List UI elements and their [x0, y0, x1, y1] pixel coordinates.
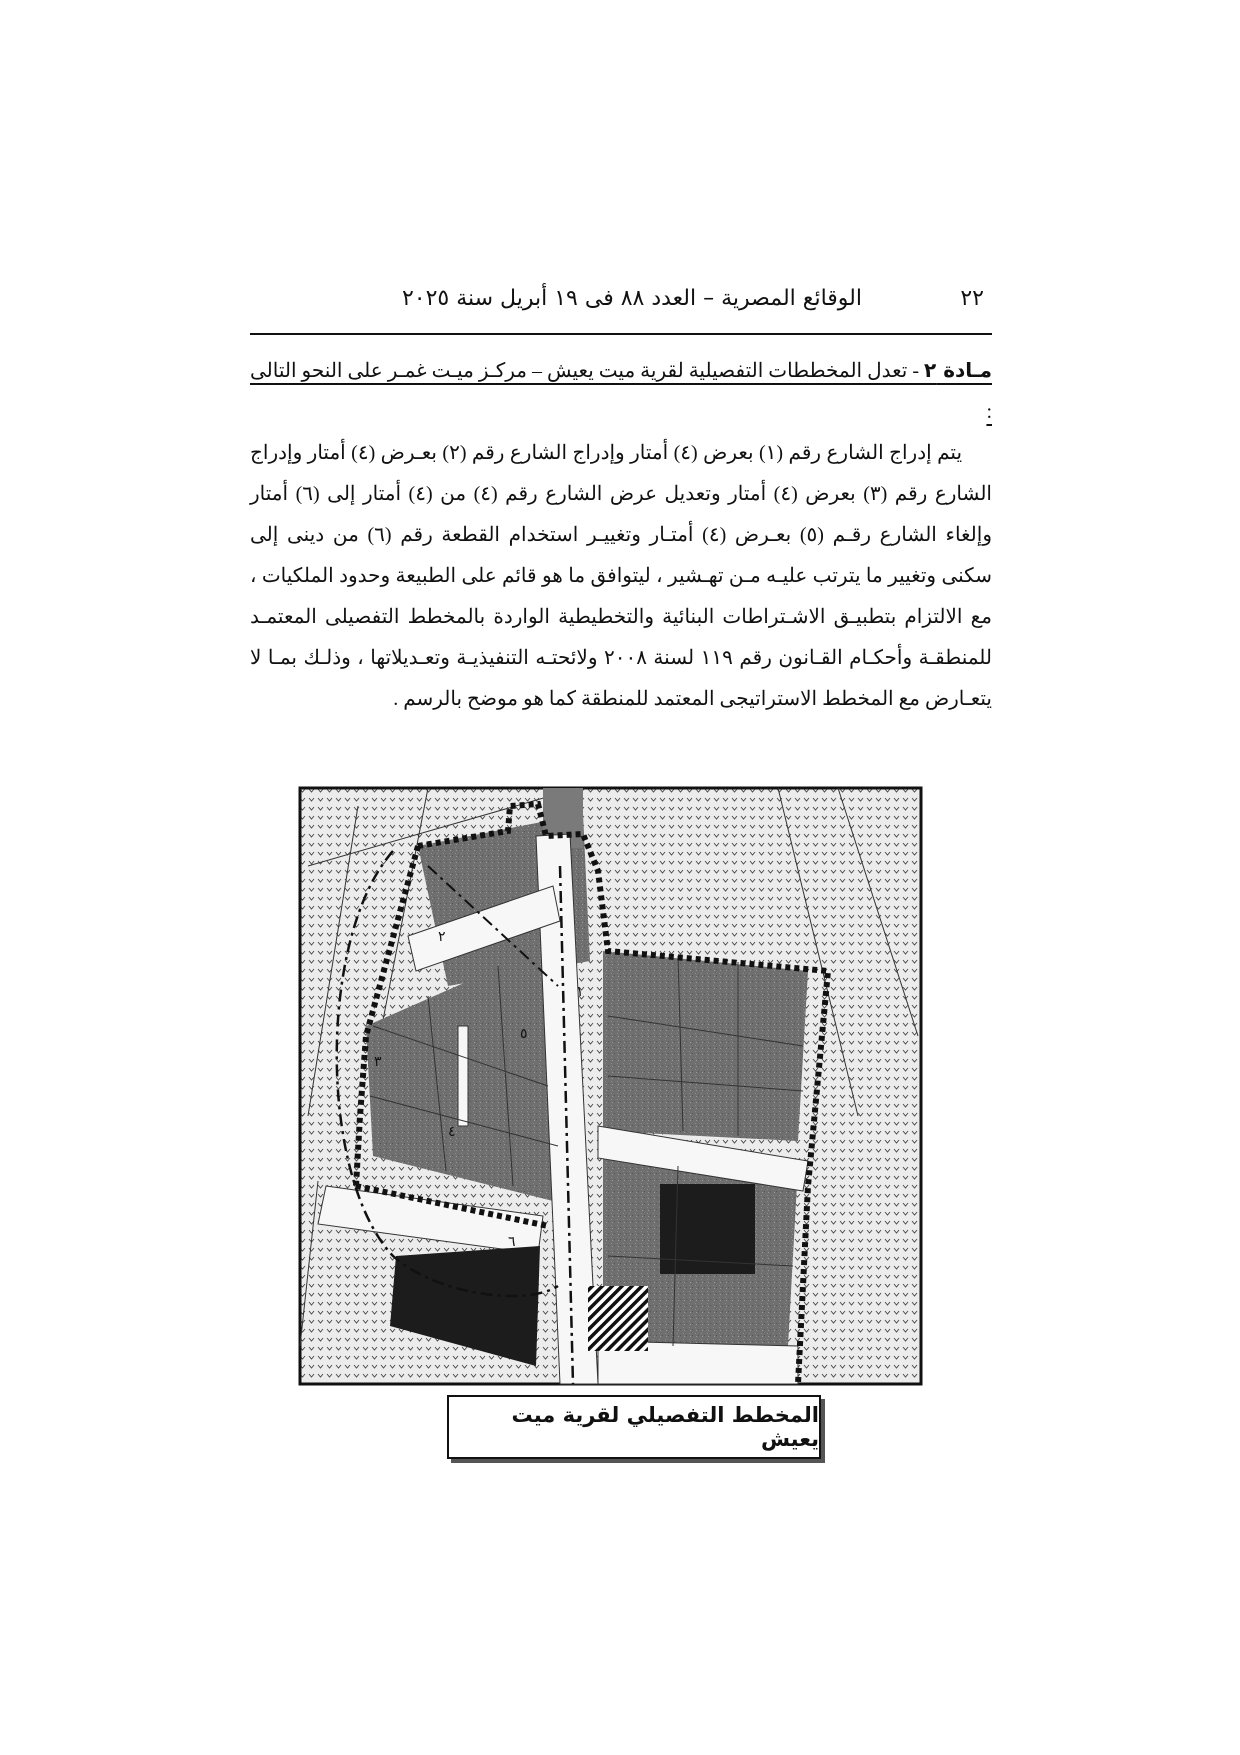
gazette-title: الوقائع المصرية – العدد ٨٨ فى ١٩ أبريل سنة ٢٠٢٥	[401, 286, 862, 311]
street-label-5: ٥	[520, 1026, 528, 1042]
article-2	[250, 350, 992, 720]
street-label-2: ٢	[438, 929, 446, 945]
street-label-1: ١	[576, 984, 584, 1000]
header-divider	[250, 333, 992, 335]
page-header	[250, 286, 992, 326]
article-body: يتم إدراج الشارع رقم (١) بعرض (٤) أمتار وإدراج الشارع رقم (٢) بعـرض (٤) أمتار وإدراج الشارع رقم (٣) بعرض (٤) أمتار وتعديل عرض الشارع رقم (٤) من (٤) أمتار إلى (٦) أمتار وإلغاء الشارع رقـم (٥) بعـرض (٤) أمتـار وتغييـر استخدام القطعة رقم (٦) من دينى إلى سكنى وتغيير ما يترتب عليـه مـن تهـشير ، ليتوافق ما هو قائم على الطبيعة وحدود الملكيات ، مع الالتزام بتطبيـق الاشـتراطات البنائية والتخطيطية الواردة بالمخطط التفصيلى المعتمـد للمنطقـة وأحكـام القـانون رقم ١١٩ لسنة ٢٠٠٨ ولائحتـه التنفيذيـة وتعـديلاتها ، وذلـك بمـا لا يتعـارض مع المخطط الاستراتيجى المعتمد للمنطقة كما هو موضح بالرسم .	[250, 442, 993, 710]
article-label: مـادة ٢	[924, 358, 992, 382]
article-heading-text: - تعدل المخططات التفصيلية لقرية ميت يعيش – مركـز ميـت غمـر على النحو التالى :	[250, 360, 992, 423]
street-label-4: ٤	[448, 1124, 456, 1140]
detailed-plan-map	[298, 786, 923, 1386]
article-heading	[250, 350, 992, 433]
map-caption-text: المخطط التفصيلي لقرية ميت يعيش	[511, 1403, 819, 1451]
street-label-3: ٣	[374, 1054, 382, 1070]
page-number: ٢٢	[960, 286, 984, 311]
street-label-6: ٦	[508, 1234, 516, 1250]
map-caption	[447, 1395, 821, 1459]
